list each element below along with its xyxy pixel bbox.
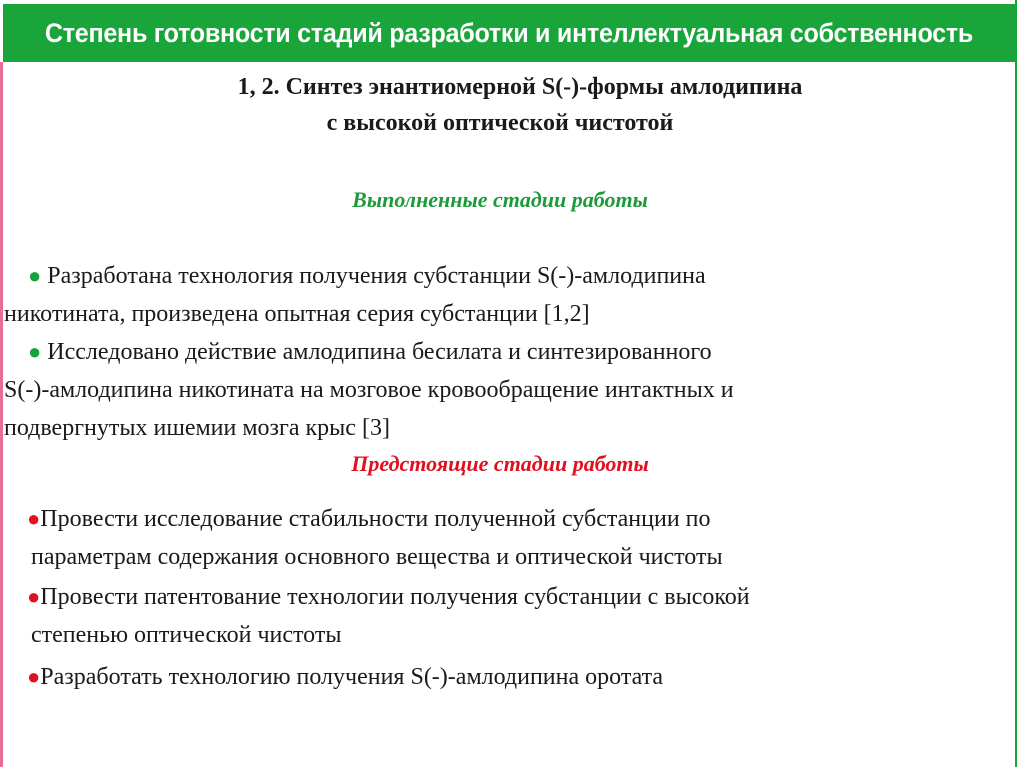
left-border-rule [0,62,3,767]
upcoming-item-1-line-2: параметрам содержания основного вещества и оптической чистоты [31,544,723,570]
green-bullet-icon: ● [28,339,42,364]
upcoming-item-2-line-2: степенью оптической чистоты [31,622,342,648]
red-bullet-icon: ● [27,584,41,609]
red-bullet-icon: ● [27,664,41,689]
green-bullet-icon: ● [28,263,42,288]
slide-title: Степень готовности стадий разработки и интеллектуальная собственность [44,17,974,48]
upcoming-stages-heading: Предстоящие стадии работы [351,451,649,476]
completed-item-2-line-3: подвергнутых ишемии мозга крыс [3] [4,415,390,441]
upcoming-item-2 [27,578,750,654]
upcoming-item-1-text-1: Провести исследование стабильности полученной субстанции по [40,506,711,532]
completed-item-2-text-1: Исследовано действие амлодипина бесилата и синтезированного [47,339,712,365]
upcoming-item-3-text-1: Разработать технологию получения S(-)-амлодипина оротата [40,664,664,690]
right-border-rule [1015,0,1017,767]
completed-item-2 [4,333,734,447]
upcoming-item-2-line-1 [27,578,750,616]
upcoming-item-1-line-1 [27,500,723,538]
subtitle-line-1: 1, 2. Синтез энантиомерной S(-)-формы амлодипина [237,74,803,100]
subtitle-line-2: с высокой оптической чистотой [326,110,674,136]
upcoming-item-1 [27,500,723,576]
completed-item-1 [4,257,706,333]
completed-item-1-text-1: Разработана технология получения субстанции S(-)-амлодипина [47,263,706,289]
header-bar [3,4,1015,62]
completed-stages-heading: Выполненные стадии работы [352,187,648,212]
upcoming-item-3-line-1 [27,658,663,696]
completed-item-1-line-1 [4,257,706,295]
completed-item-2-line-1 [4,333,734,371]
completed-item-2-line-2: S(-)-амлодипина никотината на мозговое кровообращение интактных и [4,377,734,403]
upcoming-item-2-text-1: Провести патентование технологии получения субстанции с высокой [40,584,750,610]
upcoming-item-3 [27,658,663,696]
completed-item-1-line-2: никотината, произведена опытная серия субстанции [1,2] [4,301,590,327]
red-bullet-icon: ● [27,506,41,531]
